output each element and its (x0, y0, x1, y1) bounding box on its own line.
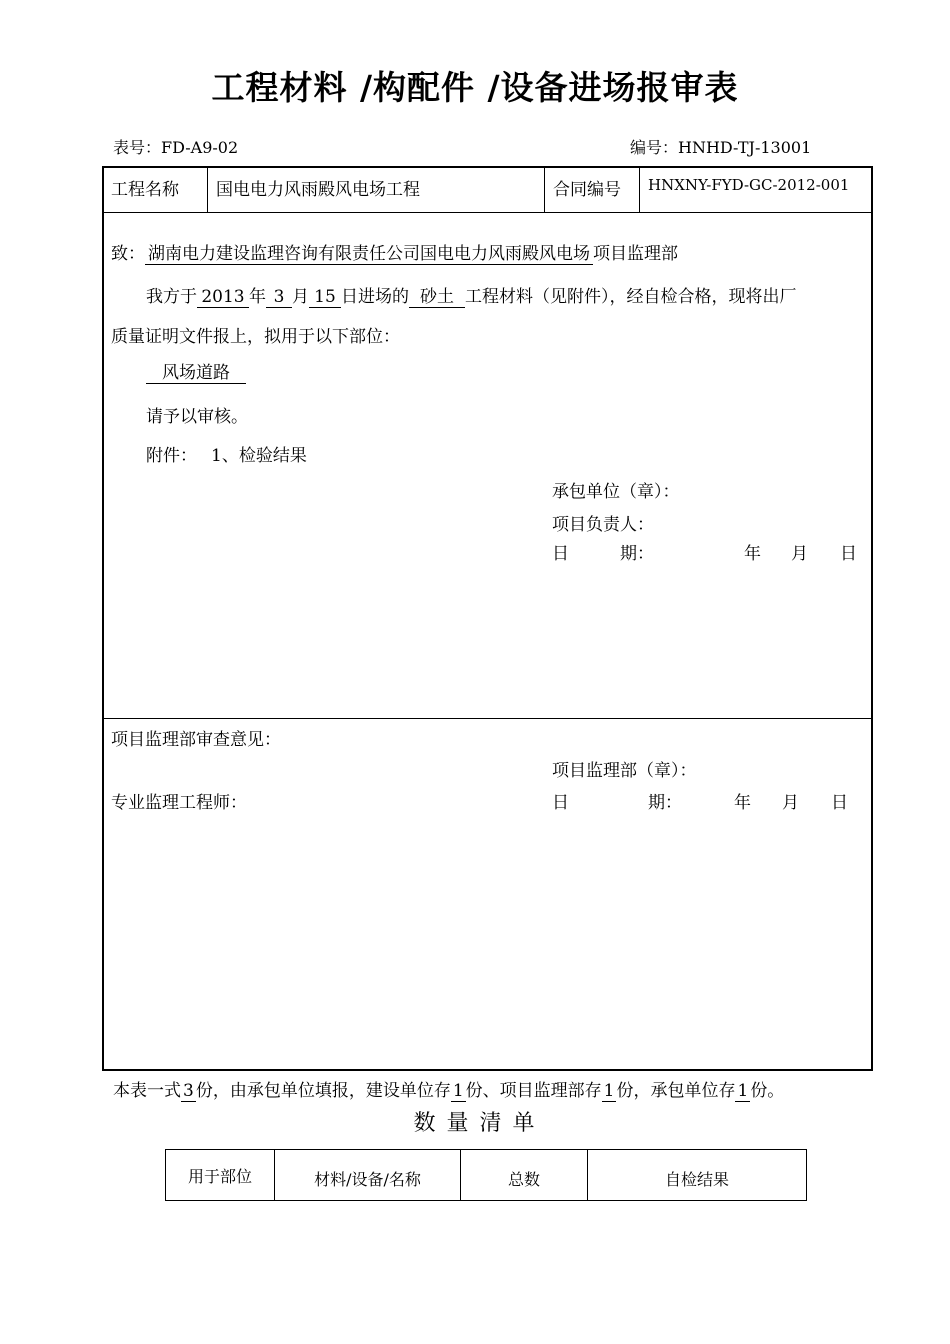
review-date-year: 年 (734, 793, 751, 813)
contractor-date-year: 年 (744, 544, 761, 564)
request-text: 请予以审核。 (146, 407, 248, 427)
addressee-line: 致： 湖南电力建设监理咨询有限责任公司国电电力风雨殿风电场 项目监理部 (111, 244, 678, 264)
contractor-seal-label: 承包单位（章）： (552, 482, 680, 502)
material-name: 砂土 (409, 287, 465, 308)
project-name-value: 国电电力风雨殿风电场工程 (216, 180, 420, 200)
statement-line-1: 我方于 2013 年 3 月 15 日进场的 砂土 工程材料（见附件），经自检合格，现将出厂 (146, 287, 797, 307)
attachment-line: 附件： 1、检验结果 (146, 446, 307, 466)
engineer-label: 专业监理工程师： (111, 793, 247, 813)
supervision-seal-label: 项目监理部（章）： (552, 761, 697, 781)
contractor-date-day-label: 日 (552, 544, 569, 564)
form-number: 表号：FD-A9-02 (113, 138, 239, 157)
contract-number-label: 合同编号 (553, 180, 621, 200)
page-title: 工程材料 /构配件 /设备进场报审表 (211, 68, 739, 107)
list-header-location: 用于部位 (187, 1166, 252, 1186)
serial-number: 编号：HNHD-TJ-13001 (630, 138, 812, 157)
entry-month: 3 (266, 287, 292, 308)
project-manager-label: 项目负责人： (552, 515, 654, 535)
review-date-label: 期： (648, 793, 682, 813)
review-opinion-title: 项目监理部审查意见： (111, 730, 281, 750)
statement-line-2: 质量证明文件报上，拟用于以下部位： (111, 327, 400, 347)
list-header-material: 材料/设备/名称 (314, 1169, 421, 1189)
addressee-org: 湖南电力建设监理咨询有限责任公司国电电力风雨殿风电场 (145, 244, 593, 265)
usage-location-line (146, 363, 246, 384)
project-name-label: 工程名称 (111, 180, 179, 200)
review-date-day-label: 日 (552, 793, 569, 813)
contractor-date-label: 期： (620, 544, 654, 564)
review-date-month: 月 (782, 793, 799, 813)
review-date-day: 日 (831, 793, 848, 813)
copies-note: 本表一式 3 份，由承包单位填报，建设单位存 1 份、项目监理部存 1 份，承包单位存 1 份。 (113, 1081, 785, 1101)
entry-year: 2013 (197, 287, 249, 308)
entry-day: 15 (309, 287, 341, 308)
list-header-total: 总数 (507, 1169, 540, 1189)
contractor-date-day: 日 (840, 544, 857, 564)
contract-number-value: HNXNY-FYD-GC-2012-001 (648, 176, 850, 194)
usage-location: 风场道路 (146, 363, 246, 384)
list-header-result: 自检结果 (664, 1169, 729, 1189)
contractor-date-month: 月 (791, 544, 808, 564)
quantity-list-title: 数 量 清 单 (413, 1111, 537, 1136)
attachment-item: 1、检验结果 (211, 446, 307, 466)
